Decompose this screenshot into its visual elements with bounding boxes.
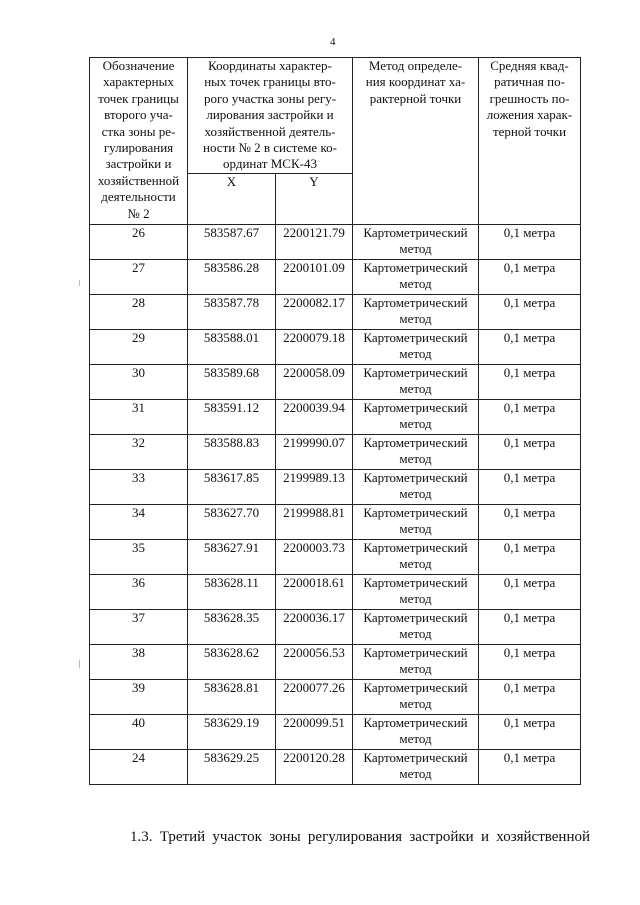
coord-y: 2200058.09 [276,364,353,399]
header-line: лирования застройки и [206,107,334,123]
table-row [90,294,581,329]
header-point-designation [90,58,188,225]
coord-x: 583628.35 [188,609,276,644]
header-line: Средняя квад- [490,58,569,73]
method-line: Картометрический [363,574,468,590]
header-line: стка зоны ре- [101,123,176,139]
method-line: метод [399,625,432,641]
error-value: 0,1 метра [479,364,581,399]
method-line: метод [399,730,432,746]
method-line: метод [399,310,432,326]
header-line: ных точек границы вто- [204,74,336,90]
header-line: рактерной точки [369,90,462,106]
method-cell [353,399,479,434]
method-line: метод [399,380,432,396]
header-line: ложения харак- [486,107,573,123]
method-line: метод [399,275,432,291]
method-line: Картометрический [363,679,468,695]
table-row [90,224,581,259]
point-number: 40 [90,714,188,749]
method-cell [353,469,479,504]
table-header-row [90,58,581,174]
method-cell [353,294,479,329]
header-line: Обозначение [102,58,175,73]
header-line: грешность по- [489,90,570,106]
point-number: 36 [90,574,188,609]
point-number: 28 [90,294,188,329]
header-line: характерных [103,74,174,90]
method-line: Картометрический [363,749,468,765]
method-cell [353,609,479,644]
table-body [90,224,581,784]
header-error [479,58,581,225]
coord-x: 583586.28 [188,259,276,294]
error-value: 0,1 метра [479,644,581,679]
method-line: метод [399,450,432,466]
coord-y: 2200039.94 [276,399,353,434]
header-line: точек границы [98,90,179,106]
header-line: второго уча- [104,107,173,123]
table-row [90,714,581,749]
table-row [90,259,581,294]
point-number: 37 [90,609,188,644]
method-line: Картометрический [363,644,468,660]
table-row [90,364,581,399]
error-value: 0,1 метра [479,399,581,434]
point-number: 32 [90,434,188,469]
method-line: метод [399,555,432,571]
table-row [90,504,581,539]
method-line: Картометрический [363,434,468,450]
table-row [90,539,581,574]
error-value: 0,1 метра [479,539,581,574]
method-line: Картометрический [363,469,468,485]
table-row [90,609,581,644]
error-value: 0,1 метра [479,714,581,749]
coord-y: 2199988.81 [276,504,353,539]
coord-x: 583628.81 [188,679,276,714]
method-line: метод [399,485,432,501]
coord-x: 583627.91 [188,539,276,574]
header-line: рого участка зоны регу- [203,90,337,106]
method-line: Картометрический [363,224,468,240]
method-cell [353,364,479,399]
method-line: Картометрический [363,364,468,380]
header-line: деятельности [101,189,176,205]
header-coordinates [188,58,353,174]
coord-x: 583587.78 [188,294,276,329]
method-line: метод [399,520,432,536]
header-line: № 2 [127,205,150,221]
point-number: 29 [90,329,188,364]
coord-y: 2199990.07 [276,434,353,469]
method-cell [353,714,479,749]
header-line: ности № 2 в системе ко- [203,140,337,156]
scan-mark [79,280,80,286]
point-number: 30 [90,364,188,399]
table-row [90,329,581,364]
method-cell [353,749,479,784]
header-line: Координаты характер- [208,58,332,73]
method-line: метод [399,660,432,676]
page-number: 4 [330,36,336,48]
coord-x: 583588.01 [188,329,276,364]
method-line: метод [399,240,432,256]
header-method [353,58,479,225]
coord-y: 2200120.28 [276,749,353,784]
method-cell [353,259,479,294]
method-line: метод [399,590,432,606]
point-number: 27 [90,259,188,294]
point-number: 38 [90,644,188,679]
coord-x: 583627.70 [188,504,276,539]
header-line: терной точки [492,123,567,139]
point-number: 26 [90,224,188,259]
method-cell [353,539,479,574]
coord-y: 2200101.09 [276,259,353,294]
method-cell [353,504,479,539]
table-row [90,679,581,714]
error-value: 0,1 метра [479,609,581,644]
coordinates-table [89,57,581,785]
point-number: 24 [90,749,188,784]
section-heading-text: 1.3. Третий участок зоны регулирования застройки и хозяйственной [130,829,590,845]
header-line: застройки и [105,156,172,172]
table-row [90,749,581,784]
table-row [90,399,581,434]
point-number: 35 [90,539,188,574]
error-value: 0,1 метра [479,469,581,504]
table-row [90,574,581,609]
method-line: метод [399,695,432,711]
point-number: 33 [90,469,188,504]
coord-x: 583589.68 [188,364,276,399]
header-line: ния координат ха- [365,74,466,90]
method-line: Картометрический [363,399,468,415]
coord-y: 2200082.17 [276,294,353,329]
method-cell [353,679,479,714]
scan-mark [79,660,80,668]
coord-x: 583628.62 [188,644,276,679]
error-value: 0,1 метра [479,574,581,609]
point-number: 39 [90,679,188,714]
coord-y: 2200003.73 [276,539,353,574]
table-row [90,644,581,679]
header-y: Y [276,173,353,224]
coord-y: 2199989.13 [276,469,353,504]
method-line: Картометрический [363,539,468,555]
error-value: 0,1 метра [479,679,581,714]
method-line: Картометрический [363,259,468,275]
coord-x: 583591.12 [188,399,276,434]
method-line: метод [399,765,432,781]
error-value: 0,1 метра [479,294,581,329]
header-x: X [188,173,276,224]
coord-x: 583587.67 [188,224,276,259]
header-line: Метод определе- [368,58,463,73]
error-value: 0,1 метра [479,504,581,539]
coord-y: 2200099.51 [276,714,353,749]
point-number: 34 [90,504,188,539]
header-line: ординат МСК-43 [223,156,317,172]
coord-x: 583617.85 [188,469,276,504]
method-line: Картометрический [363,294,468,310]
error-value: 0,1 метра [479,259,581,294]
coord-x: 583629.25 [188,749,276,784]
method-cell [353,644,479,679]
point-number: 31 [90,399,188,434]
header-line: гулирования [103,140,174,156]
coord-x: 583588.83 [188,434,276,469]
method-line: метод [399,345,432,361]
coord-y: 2200121.79 [276,224,353,259]
error-value: 0,1 метра [479,224,581,259]
coord-y: 2200077.26 [276,679,353,714]
coord-x: 583628.11 [188,574,276,609]
method-cell [353,329,479,364]
method-cell [353,574,479,609]
header-line: хозяйственной деятель- [204,123,336,139]
coord-y: 2200036.17 [276,609,353,644]
coord-x: 583629.19 [188,714,276,749]
table-row [90,434,581,469]
method-line: Картометрический [363,609,468,625]
coord-y: 2200018.61 [276,574,353,609]
coord-y: 2200079.18 [276,329,353,364]
coord-y: 2200056.53 [276,644,353,679]
error-value: 0,1 метра [479,749,581,784]
method-line: Картометрический [363,504,468,520]
header-line: ратичная по- [494,74,565,90]
method-cell [353,224,479,259]
method-cell [353,434,479,469]
error-value: 0,1 метра [479,329,581,364]
method-line: Картометрический [363,329,468,345]
method-line: Картометрический [363,714,468,730]
header-line: хозяйственной [97,172,180,188]
method-line: метод [399,415,432,431]
error-value: 0,1 метра [479,434,581,469]
table-row [90,469,581,504]
